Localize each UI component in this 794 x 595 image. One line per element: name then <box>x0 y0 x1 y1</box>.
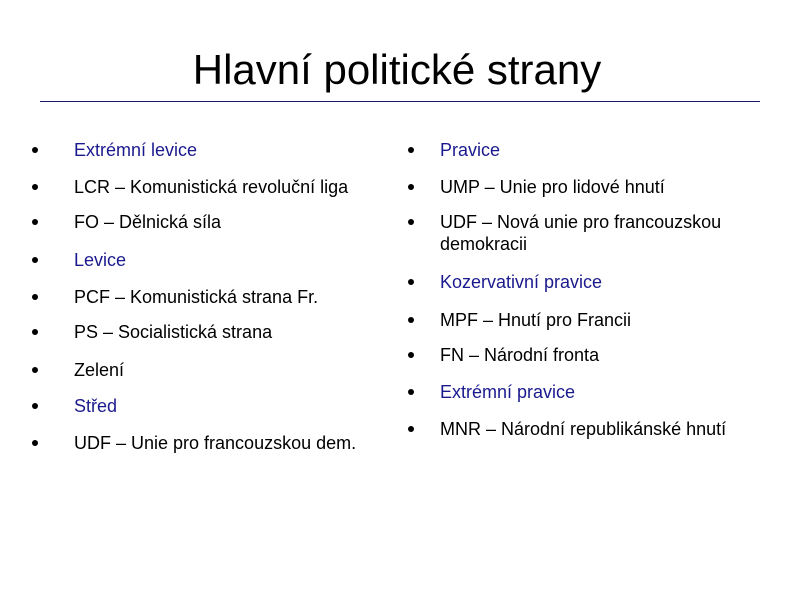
slide-title: Hlavní politické strany <box>192 46 602 93</box>
party-label: Zelení <box>74 360 125 380</box>
bullet-icon <box>32 257 38 263</box>
party-label: PS – Socialistická strana <box>74 322 273 342</box>
bullet-icon <box>32 440 38 446</box>
bullet-icon <box>32 329 38 335</box>
bullet-icon <box>32 184 38 190</box>
category-label: Levice <box>74 250 127 270</box>
bullet-icon <box>32 294 38 300</box>
bullet-icon <box>32 219 38 225</box>
party-label: UDF – Nová unie pro francouzskou demokracii <box>440 212 722 254</box>
bullet-icon <box>32 147 38 153</box>
party-label: PCF – Komunistická strana Fr. <box>74 287 319 307</box>
bullet-icon <box>408 147 414 153</box>
bullet-icon <box>408 219 414 225</box>
title-divider <box>40 101 760 102</box>
category-label: Extrémní levice <box>74 140 198 160</box>
bullet-icon <box>408 279 414 285</box>
bullet-icon <box>32 367 38 373</box>
party-label: FO – Dělnická síla <box>74 212 222 232</box>
category-label: Extrémní pravice <box>440 382 576 402</box>
bullet-icon <box>408 389 414 395</box>
bullet-icon <box>408 426 414 432</box>
party-label: MPF – Hnutí pro Francii <box>440 310 632 330</box>
party-label: FN – Národní fronta <box>440 345 600 365</box>
category-label: Pravice <box>440 140 501 160</box>
party-label: MNR – Národní republikánské hnutí <box>440 419 727 439</box>
bullet-icon <box>408 317 414 323</box>
bullet-icon <box>408 184 414 190</box>
party-label: UMP – Unie pro lidové hnutí <box>440 177 665 197</box>
bullet-icon <box>408 352 414 358</box>
party-label: LCR – Komunistická revoluční liga <box>74 177 349 197</box>
bullet-icon <box>32 403 38 409</box>
category-label: Střed <box>74 396 118 416</box>
party-label: UDF – Unie pro francouzskou dem. <box>74 433 357 453</box>
category-label: Kozervativní pravice <box>440 272 603 292</box>
